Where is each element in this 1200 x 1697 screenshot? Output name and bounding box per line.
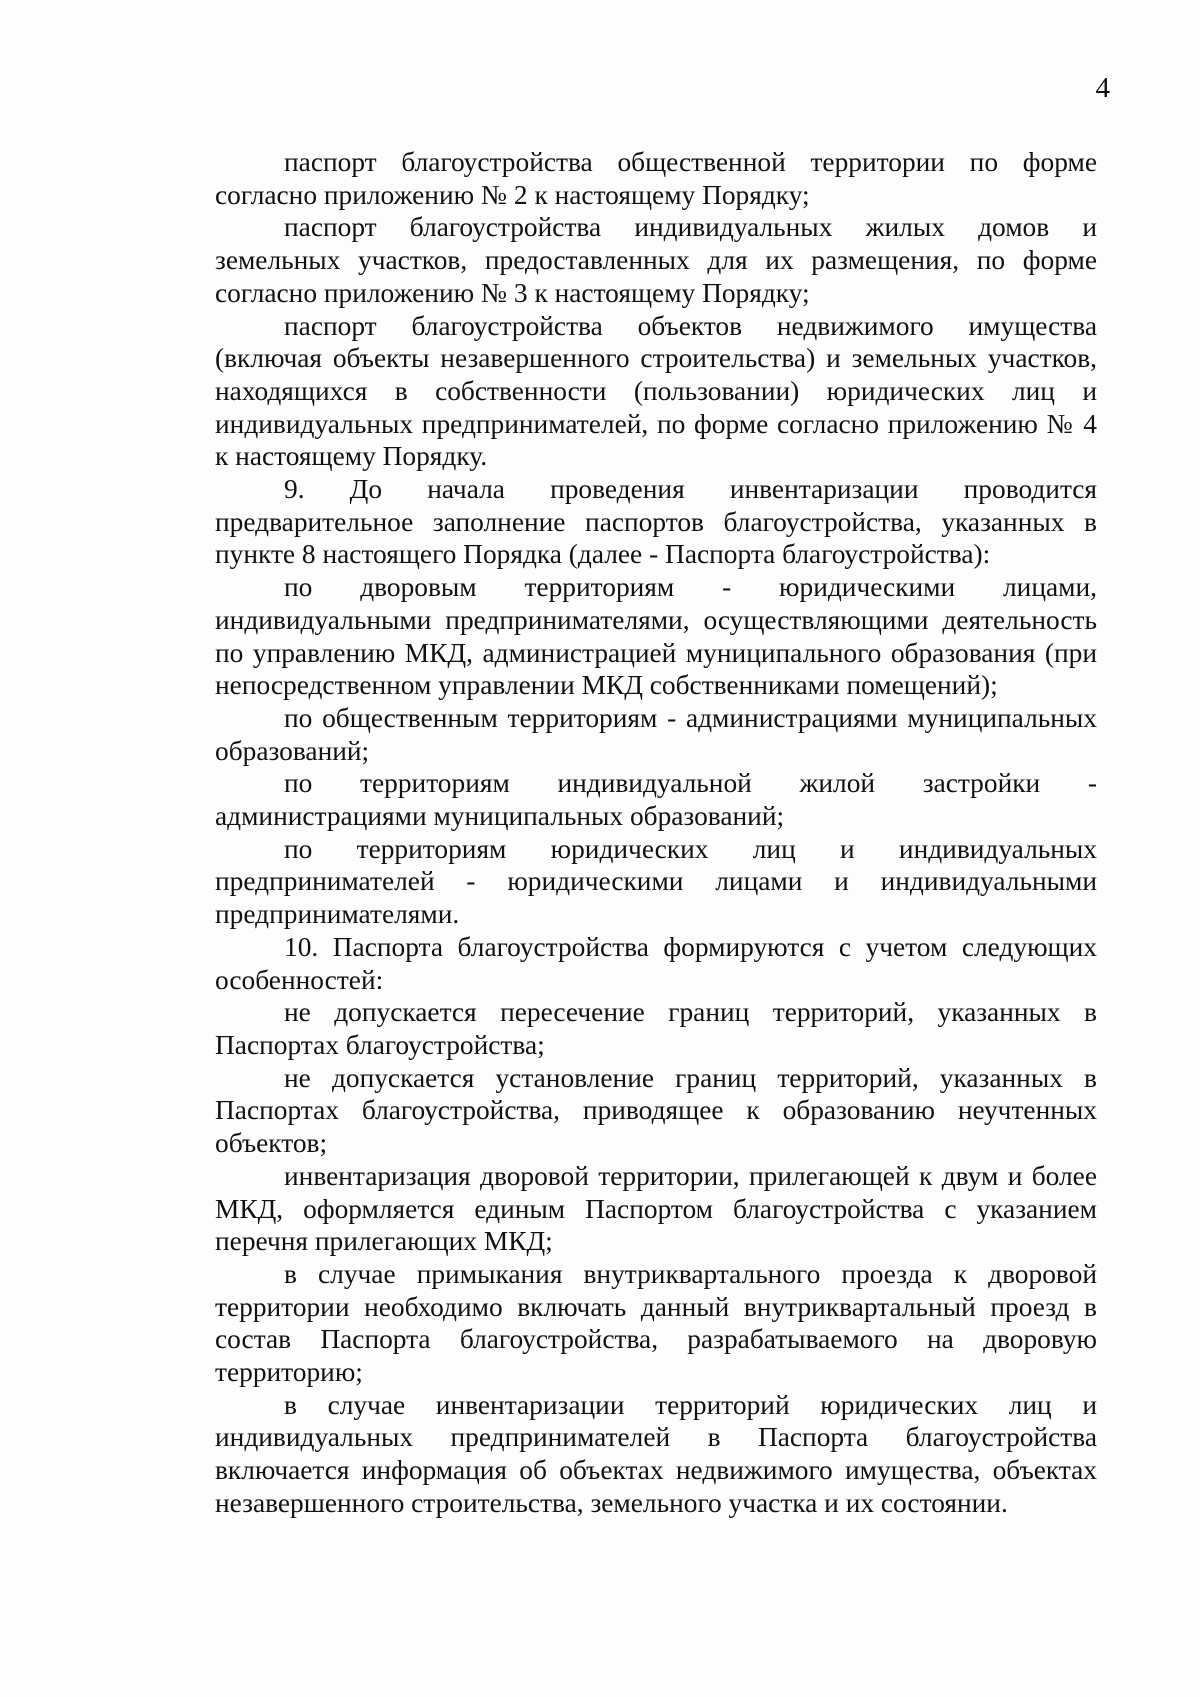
paragraph-passport-individual-houses: паспорт благоустройства индивидуальных жилых домов и земельных участков, предоставленных для их размещения, по форме согласно приложению № 3 к настоящему Порядку; xyxy=(215,212,1097,308)
paragraph-passport-public-territory: паспорт благоустройства общественной территории по форме согласно приложению № 2 к настоящему Порядку; xyxy=(215,147,1097,210)
page-number: 4 xyxy=(1095,72,1110,104)
paragraph-clause-9: 9. До начала проведения инвентаризации проводится предварительное заполнение паспортов благоустройства, указанных в пункте 8 настоящего Порядка (далее - Паспорта благоустройства): xyxy=(215,474,1097,570)
paragraph-legal-entity-inventory: в случае инвентаризации территорий юридических лиц и индивидуальных предпринимателей в Паспорта благоустройства включается информация об объектах недвижимого имущества, объектах незавершенного строительства, земельного участка и их состоянии. xyxy=(215,1389,1097,1518)
paragraph-individual-housing: по территориям индивидуальной жилой застройки - администрациями муниципальных образований; xyxy=(215,768,1097,832)
paragraph-no-intersection: не допускается пересечение границ территорий, указанных в Паспортах благоустройства; xyxy=(215,997,1097,1060)
paragraph-intra-block-passage: в случае примыкания внутриквартального проезда к дворовой территории необходимо включать данный внутриквартальный проезд в состав Паспорта благоустройства, разрабатываемого на дворовую территорию; xyxy=(215,1258,1097,1388)
paragraph-no-unaccounted-objects: не допускается установление границ территорий, указанных в Паспортах благоустройства, приводящее к образованию неучтенных объектов; xyxy=(215,1062,1097,1159)
document-body xyxy=(215,146,1097,1520)
paragraph-multiple-mkd: инвентаризация дворовой территории, прилегающей к двум и более МКД, оформляется единым Паспортом благоустройства с указанием перечня прилегающих МКД; xyxy=(215,1160,1097,1257)
paragraph-courtyard-territories: по дворовым территориям - юридическими лицами, индивидуальными предпринимателями, осуществляющими деятельность по управлению МКД, администрацией муниципального образования (при непосредственном управлении МКД собственниками помещений); xyxy=(215,572,1097,701)
paragraph-legal-entities: по территориям юридических лиц и индивидуальных предпринимателей - юридическими лицами и индивидуальными предпринимателями. xyxy=(215,833,1097,930)
paragraph-passport-real-estate: паспорт благоустройства объектов недвижимого имущества (включая объекты незавершенного строительства) и земельных участков, находящихся в собственности (пользовании) юридических лиц и индивидуальных предпринимателей, по форме согласно приложению № 4 к настоящему Порядку. xyxy=(215,310,1097,472)
paragraph-public-territories: по общественным территориям - администрациями муниципальных образований; xyxy=(215,702,1097,766)
paragraph-clause-10: 10. Паспорта благоустройства формируются с учетом следующих особенностей: xyxy=(215,931,1097,995)
